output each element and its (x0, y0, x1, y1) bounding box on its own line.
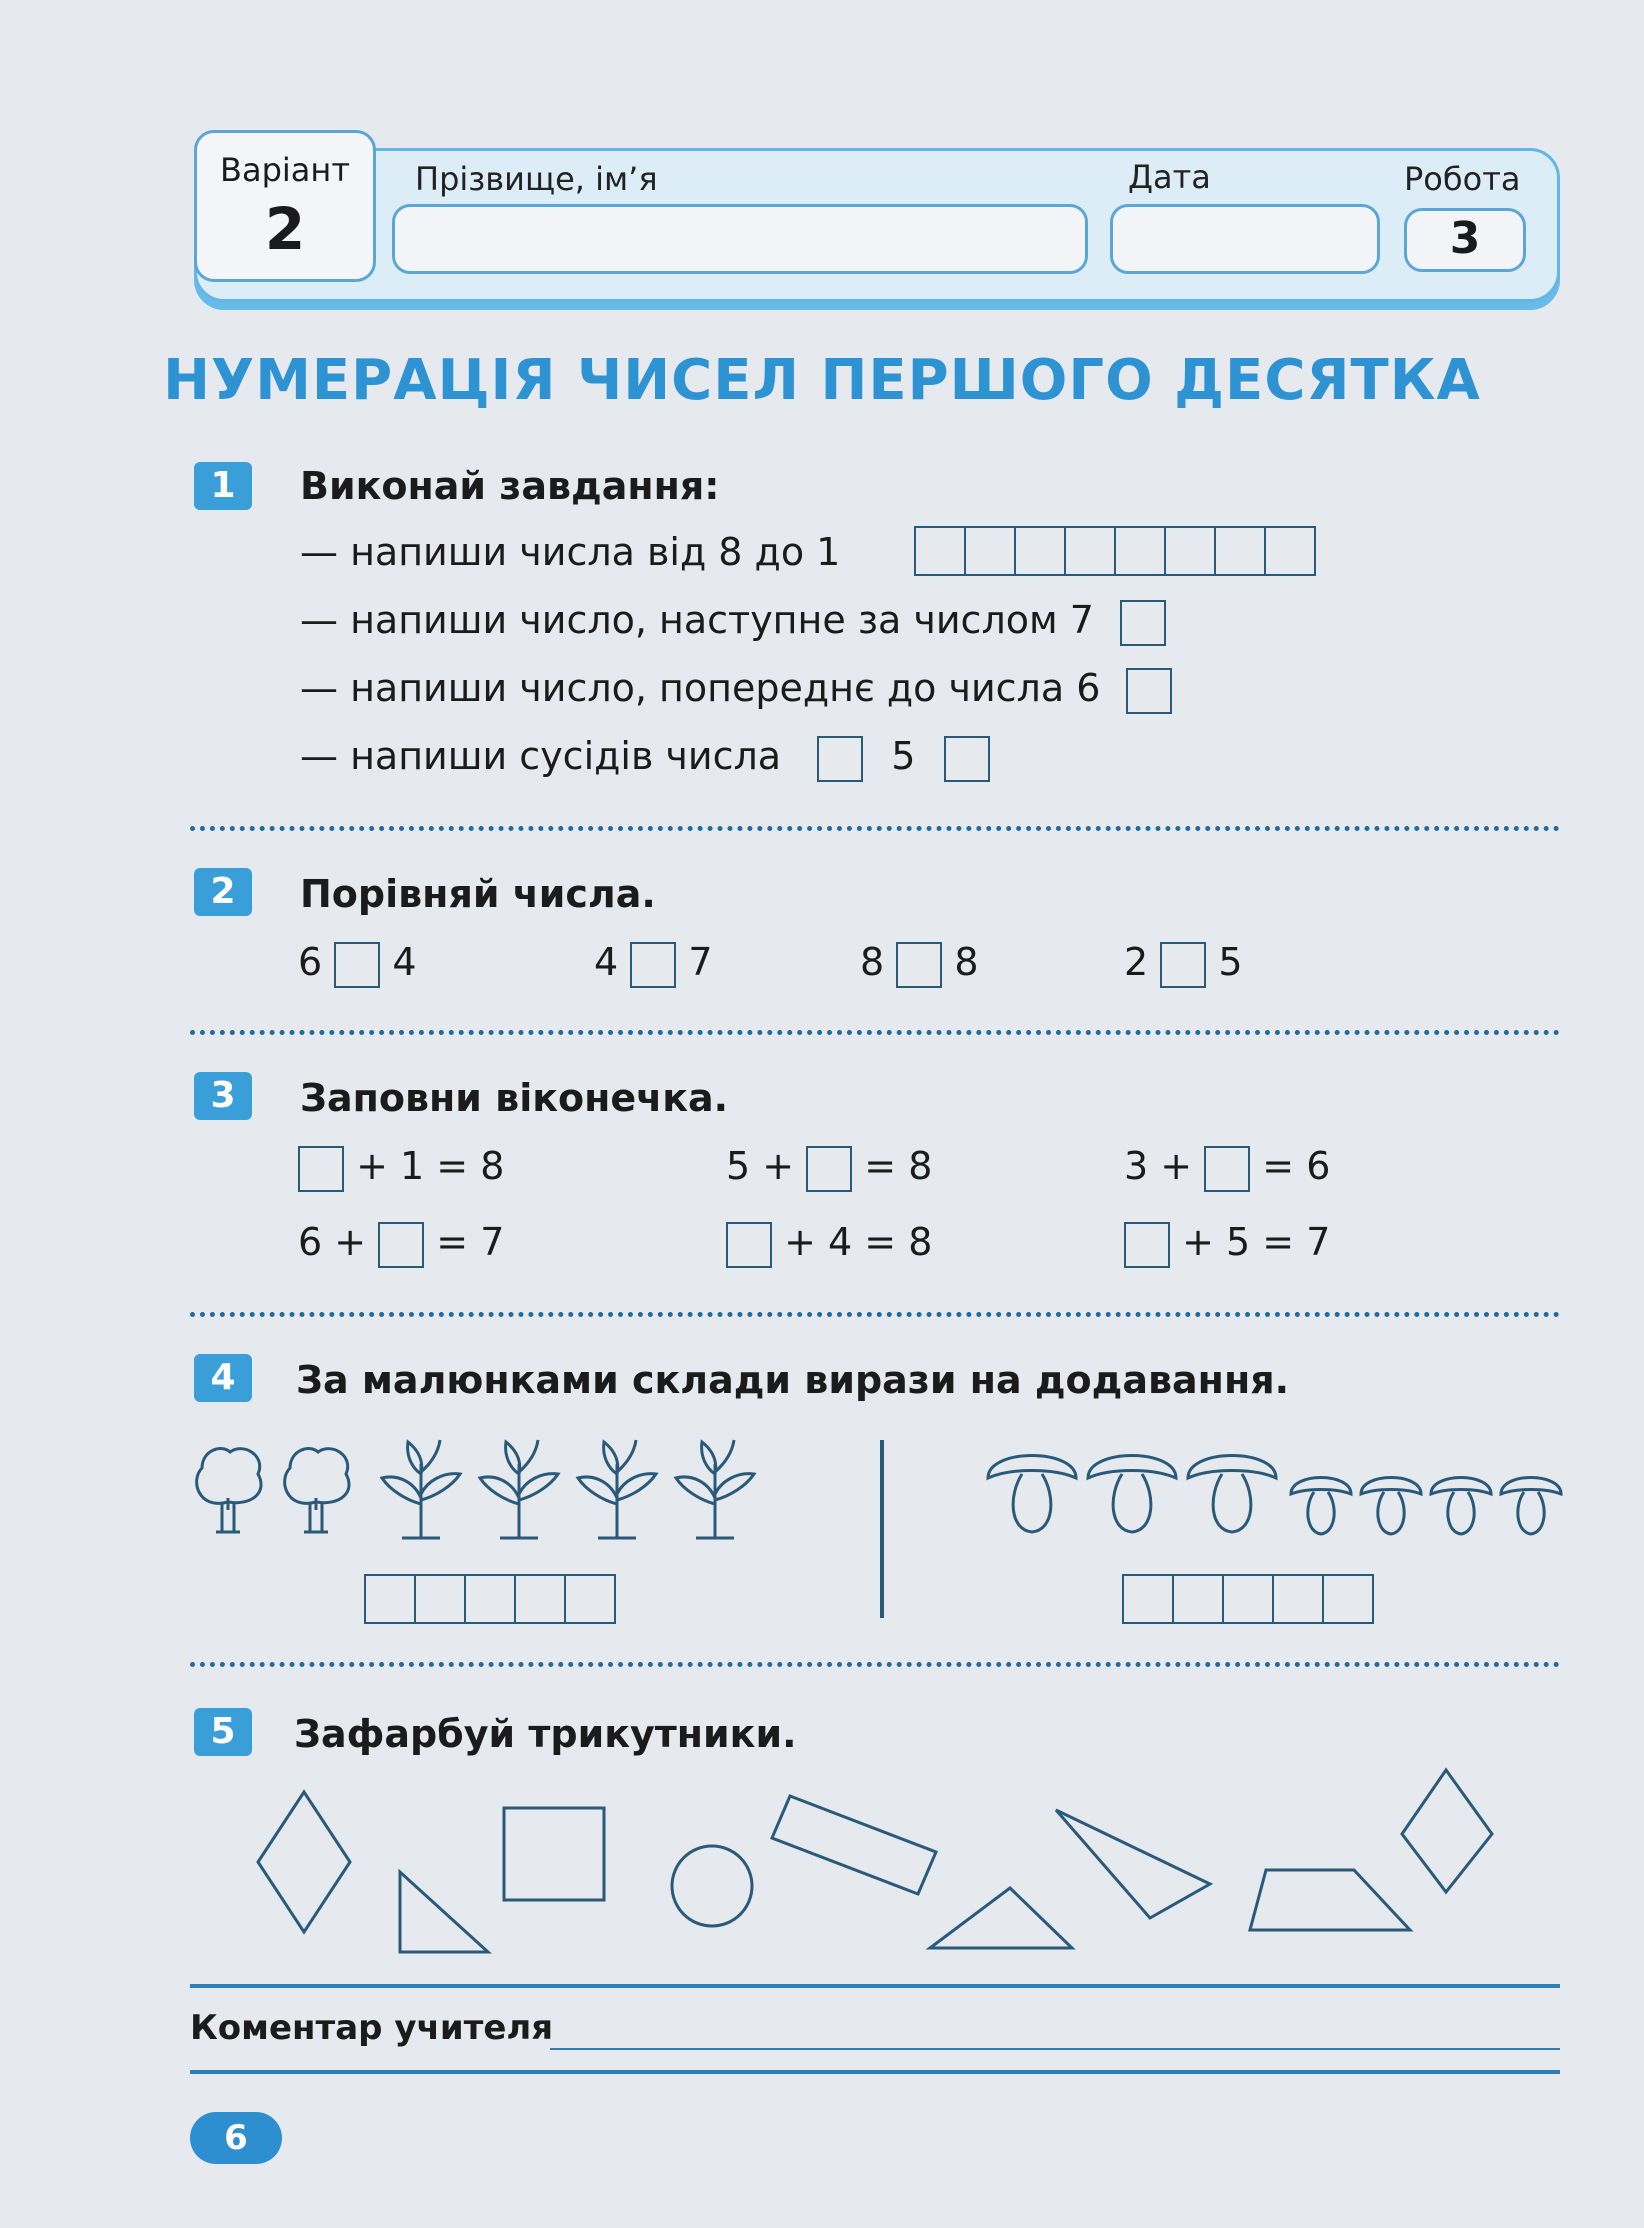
task3-title: Заповни віконечка. (300, 1076, 729, 1120)
compare-a: 6 (298, 940, 323, 984)
name-label: Прізвище, ім’я (415, 160, 658, 198)
task5-badge: 5 (194, 1708, 252, 1756)
compare-a: 8 (860, 940, 885, 984)
rectangle-shape (772, 1796, 936, 1894)
triangle-shape (400, 1872, 488, 1952)
equation-prefix: 6 + (298, 1220, 367, 1264)
compare-b: 5 (1218, 940, 1243, 984)
equation-suffix: + 4 = 8 (784, 1220, 933, 1264)
teacher-comment-label: Коментар учителя (190, 2008, 554, 2048)
equation-prefix: 5 + (726, 1144, 795, 1188)
rhombus-shape (258, 1792, 350, 1932)
date-label: Дата (1128, 158, 1211, 196)
equation-suffix: = 7 (436, 1220, 505, 1264)
circle-shape (672, 1846, 752, 1926)
square-shape (504, 1808, 604, 1900)
compare-b: 7 (688, 940, 713, 984)
task1-line3-text: — напиши число, попереднє до числа 6 (300, 666, 1101, 710)
equation-suffix: = 6 (1262, 1144, 1331, 1188)
compare-b: 8 (954, 940, 979, 984)
teacher-comment-line[interactable] (550, 2048, 1560, 2050)
variant-label: Варіант (220, 151, 350, 189)
task3-badge: 3 (194, 1072, 252, 1120)
page-number: 6 (190, 2112, 282, 2164)
equation-prefix: 3 + (1124, 1144, 1193, 1188)
task2-title: Порівняй числа. (300, 872, 656, 916)
task4-badge: 4 (194, 1354, 252, 1402)
equation-suffix: = 8 (864, 1144, 933, 1188)
equation-suffix: + 5 = 7 (1182, 1220, 1331, 1264)
neighbor-value: 5 (891, 734, 916, 778)
work-number: 3 (1404, 208, 1526, 272)
trapezoid-shape (1250, 1870, 1410, 1930)
variant-number: 2 (264, 195, 306, 263)
task4-title: За малюнками склади вирази на додавання. (296, 1358, 1290, 1402)
page-title: НУМЕРАЦІЯ ЧИСЕЛ ПЕРШОГО ДЕСЯТКА (163, 348, 1481, 413)
task1-title: Виконай завдання: (300, 464, 720, 508)
triangle-shape (1056, 1810, 1210, 1918)
task5-title: Зафарбуй трикутники. (294, 1712, 797, 1756)
compare-a: 4 (594, 940, 619, 984)
triangle-shape (930, 1888, 1072, 1948)
task1-line4-text: — напиши сусідів числа (300, 734, 782, 778)
task2-badge: 2 (194, 868, 252, 916)
task1-line1-text: — напиши числа від 8 до 1 (300, 530, 841, 574)
work-label: Робота (1404, 160, 1521, 198)
compare-b: 4 (392, 940, 417, 984)
equation-suffix: + 1 = 8 (356, 1144, 505, 1188)
kite-shape (1402, 1770, 1492, 1892)
footer-rule-bottom (190, 2070, 1560, 2074)
compare-a: 2 (1124, 940, 1149, 984)
task1-badge: 1 (194, 462, 252, 510)
footer-rule-top (190, 1984, 1560, 1988)
task1-line2-text: — напиши число, наступне за числом 7 (300, 598, 1094, 642)
